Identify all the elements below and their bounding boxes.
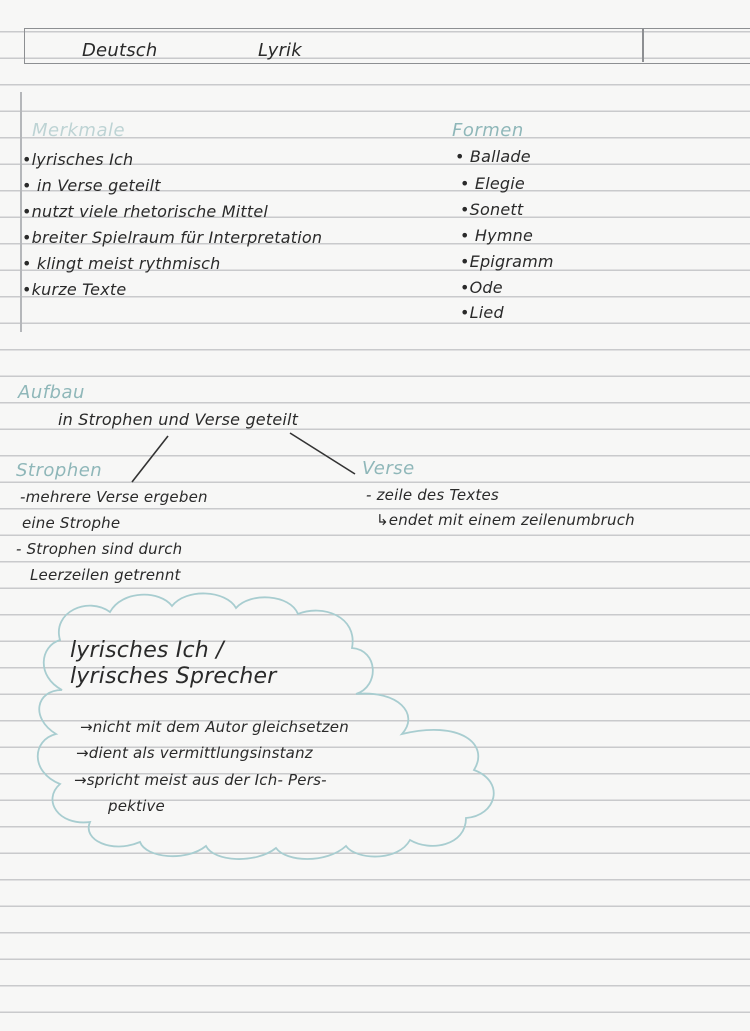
aufbau-line: in Strophen und Verse geteilt — [58, 410, 299, 429]
merkmale-item: • klingt meist rythmisch — [22, 254, 221, 273]
merkmale-item: • in Verse geteilt — [22, 176, 161, 195]
cloud-point: →nicht mit dem Autor gleichsetzen — [80, 718, 349, 736]
formen-item: • Hymne — [460, 226, 533, 245]
formen-item: •Lied — [460, 303, 504, 322]
merkmale-item: •nutzt viele rhetorische Mittel — [22, 202, 269, 221]
merkmale-heading: Merkmale — [32, 120, 126, 141]
strophen-line: - Strophen sind durch — [16, 540, 183, 558]
formen-heading: Formen — [452, 120, 524, 141]
verse-line: - zeile des Textes — [366, 486, 499, 504]
strophen-line: eine Strophe — [22, 514, 121, 532]
cloud-title-line1: lyrisches Ich / — [70, 638, 224, 663]
merkmale-item: •lyrisches Ich — [22, 150, 134, 169]
formen-item: •Sonett — [460, 200, 524, 219]
aufbau-heading: Aufbau — [18, 382, 85, 403]
verse-line: ↳endet mit einem zeilenumbruch — [376, 511, 635, 529]
strophen-line: -mehrere Verse ergeben — [20, 488, 208, 506]
formen-item: • Elegie — [460, 174, 525, 193]
verse-heading: Verse — [362, 458, 415, 479]
merkmale-item: •kurze Texte — [22, 280, 127, 299]
strophen-line: Leerzeilen getrennt — [30, 566, 181, 584]
formen-item: • Ballade — [455, 147, 531, 166]
strophen-heading: Strophen — [16, 460, 103, 481]
header-topic: Lyrik — [258, 40, 302, 61]
formen-item: •Ode — [460, 278, 503, 297]
formen-item: •Epigramm — [460, 252, 554, 271]
cloud-point: →spricht meist aus der Ich- Pers- — [74, 771, 327, 789]
header-subject: Deutsch — [82, 40, 158, 61]
cloud-point: →dient als vermittlungsinstanz — [76, 744, 313, 762]
cloud-point: pektive — [108, 797, 165, 815]
merkmale-item: •breiter Spielraum für Interpretation — [22, 228, 323, 247]
cloud-title-line2: lyrisches Sprecher — [70, 664, 277, 689]
